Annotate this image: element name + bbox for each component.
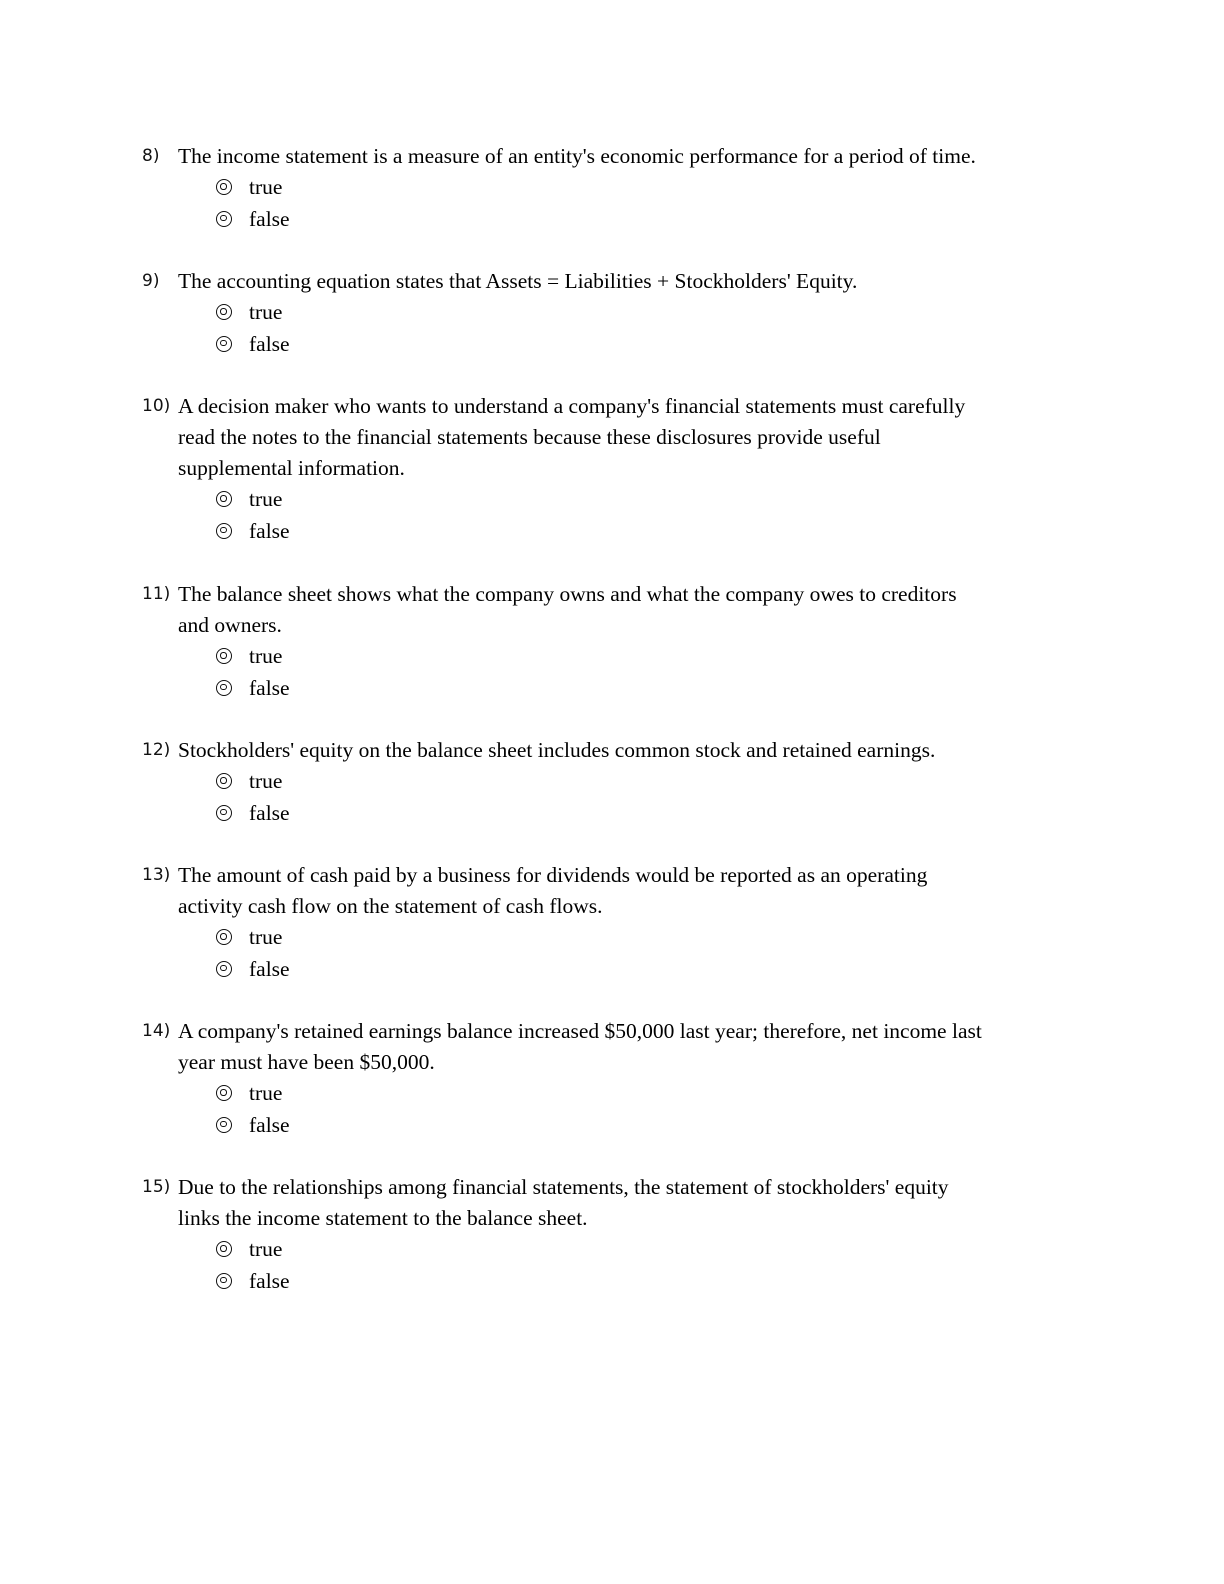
option-true[interactable] xyxy=(142,766,1082,798)
radio-button-icon[interactable] xyxy=(216,1085,232,1101)
option-label: false xyxy=(249,331,290,356)
option-label: false xyxy=(249,518,290,543)
option-false[interactable] xyxy=(142,1110,1082,1142)
question-text: The amount of cash paid by a business for dividends would be reported as an operating xyxy=(178,863,928,887)
question-number: 14) xyxy=(142,1021,171,1041)
option-label: false xyxy=(249,1268,290,1293)
question-text-continued: year must have been $50,000. xyxy=(178,1050,435,1074)
option-label: false xyxy=(249,206,290,231)
question-text-continued: activity cash flow on the statement of cash flows. xyxy=(178,894,603,918)
option-false[interactable] xyxy=(142,329,1082,361)
option-true[interactable] xyxy=(142,297,1082,329)
option-false[interactable] xyxy=(142,798,1082,830)
option-label: true xyxy=(249,644,283,668)
question-text-continued: links the income statement to the balance sheet. xyxy=(178,1206,588,1230)
option-false[interactable] xyxy=(142,673,1082,705)
option-true[interactable] xyxy=(142,172,1082,204)
option-false[interactable] xyxy=(142,204,1082,236)
question-8 xyxy=(142,141,1082,235)
radio-button-icon[interactable] xyxy=(216,211,232,227)
question-14 xyxy=(142,1016,1082,1141)
question-number: 13) xyxy=(142,865,171,885)
option-true[interactable] xyxy=(142,1234,1082,1266)
radio-button-icon[interactable] xyxy=(216,523,232,539)
radio-button-icon[interactable] xyxy=(216,304,232,320)
option-label: false xyxy=(249,956,290,981)
question-11 xyxy=(142,579,1082,704)
option-label: false xyxy=(249,675,290,700)
question-text-continued: read the notes to the financial statements because these disclosures provide useful xyxy=(178,425,881,449)
option-label: true xyxy=(249,769,283,793)
question-number: 9) xyxy=(142,271,160,291)
question-number: 10) xyxy=(142,396,171,416)
option-true[interactable] xyxy=(142,922,1082,954)
radio-button-icon[interactable] xyxy=(216,1241,232,1257)
radio-button-icon[interactable] xyxy=(216,648,232,664)
question-number: 15) xyxy=(142,1177,171,1197)
option-label: false xyxy=(249,800,290,825)
question-text: The income statement is a measure of an entity's economic performance for a period of time. xyxy=(178,144,976,168)
radio-button-icon[interactable] xyxy=(216,961,232,977)
radio-button-icon[interactable] xyxy=(216,805,232,821)
question-13 xyxy=(142,860,1082,985)
question-text: Due to the relationships among financial statements, the statement of stockholders' equity xyxy=(178,1175,949,1199)
option-label: true xyxy=(249,487,283,511)
option-label: false xyxy=(249,1112,290,1137)
question-text: A decision maker who wants to understand a company's financial statements must carefully xyxy=(178,394,966,418)
radio-button-icon[interactable] xyxy=(216,1273,232,1289)
question-text-continued: supplemental information. xyxy=(178,456,405,480)
question-9 xyxy=(142,266,1082,360)
option-false[interactable] xyxy=(142,1266,1082,1298)
option-false[interactable] xyxy=(142,516,1082,548)
option-label: true xyxy=(249,300,283,324)
option-true[interactable] xyxy=(142,1078,1082,1110)
question-text: Stockholders' equity on the balance sheet includes common stock and retained earnings. xyxy=(178,738,936,762)
question-number: 12) xyxy=(142,740,171,760)
question-text: The balance sheet shows what the company owns and what the company owes to creditors xyxy=(178,582,957,606)
radio-button-icon[interactable] xyxy=(216,336,232,352)
radio-button-icon[interactable] xyxy=(216,1117,232,1133)
question-12 xyxy=(142,735,1082,829)
question-text: The accounting equation states that Assets = Liabilities + Stockholders' Equity. xyxy=(178,269,858,293)
question-15 xyxy=(142,1172,1082,1297)
question-text: A company's retained earnings balance increased $50,000 last year; therefore, net income last xyxy=(178,1019,982,1043)
question-number: 8) xyxy=(142,146,160,166)
radio-button-icon[interactable] xyxy=(216,929,232,945)
option-label: true xyxy=(249,1237,283,1261)
question-10 xyxy=(142,391,1082,547)
option-label: true xyxy=(249,1081,283,1105)
radio-button-icon[interactable] xyxy=(216,773,232,789)
option-label: true xyxy=(249,175,283,199)
question-text-continued: and owners. xyxy=(178,613,282,637)
option-label: true xyxy=(249,925,283,949)
radio-button-icon[interactable] xyxy=(216,179,232,195)
option-true[interactable] xyxy=(142,484,1082,516)
option-true[interactable] xyxy=(142,641,1082,673)
radio-button-icon[interactable] xyxy=(216,491,232,507)
radio-button-icon[interactable] xyxy=(216,680,232,696)
option-false[interactable] xyxy=(142,954,1082,986)
question-number: 11) xyxy=(142,584,171,604)
